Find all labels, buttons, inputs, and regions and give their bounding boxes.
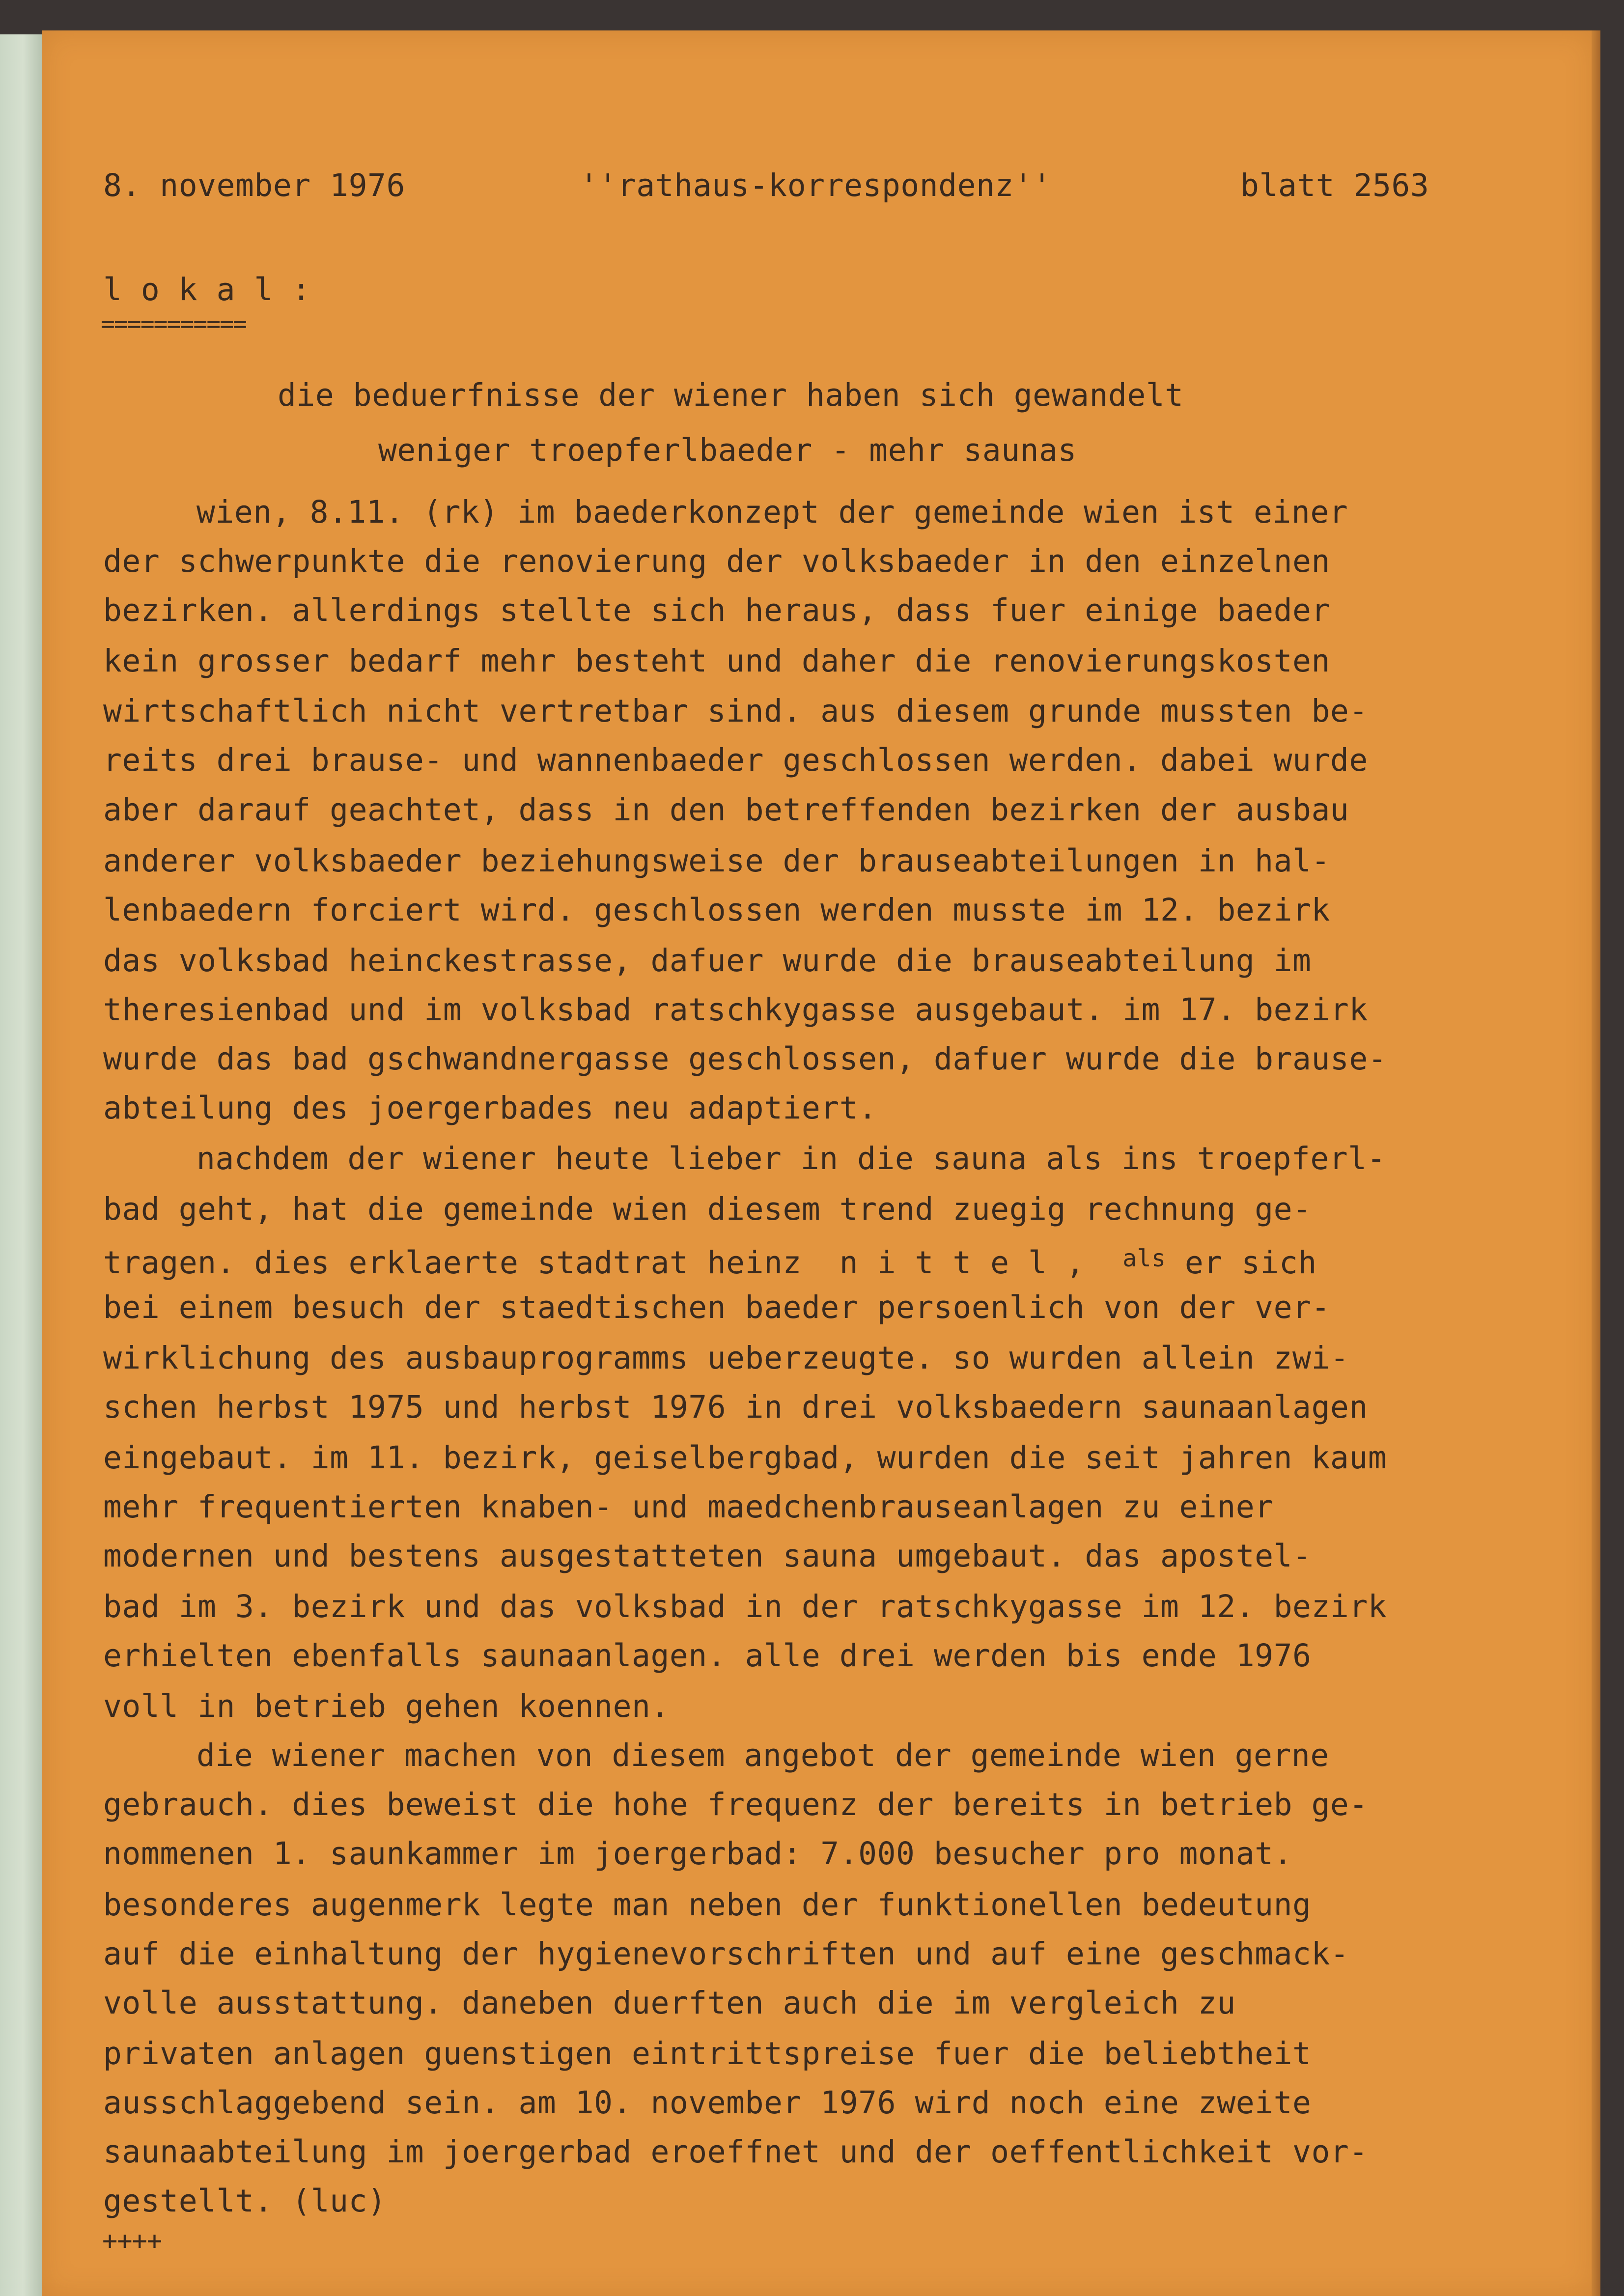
body-line: auf die einhaltung der hygienevorschriften und auf eine geschmack- <box>103 1936 1349 1972</box>
body-line-continuation: er sich <box>1184 1245 1317 1281</box>
body-line: eingebaut. im 11. bezirk, geiselbergbad, wurden die seit jahren kaum <box>103 1440 1387 1476</box>
body-line: wien, 8.11. (rk) im baederkonzept der gemeinde wien ist einer <box>196 494 1348 530</box>
body-line: das volksbad heinckestrasse, dafuer wurde die brauseabteilung im <box>103 943 1312 979</box>
body-line: abteilung des joergerbades neu adaptiert. <box>103 1090 877 1126</box>
body-line: erhielten ebenfalls saunaanlagen. alle drei werden bis ende 1976 <box>103 1638 1312 1674</box>
body-line: bad geht, hat die gemeinde wien diesem trend zuegig rechnung ge- <box>103 1191 1312 1227</box>
end-mark: ++++ <box>102 2226 162 2256</box>
body-line: wirtschaftlich nicht vertretbar sind. aus diesem grunde mussten be- <box>103 693 1368 729</box>
body-line: gestellt. (luc) <box>103 2183 387 2219</box>
body-line: nachdem der wiener heute lieber in die sauna als ins troepferl- <box>196 1141 1386 1176</box>
body-line: die wiener machen von diesem angebot der gemeinde wien gerne <box>196 1737 1329 1773</box>
body-line: mehr frequentierten knaben- und maedchenbrauseanlagen zu einer <box>103 1489 1274 1525</box>
body-line: anderer volksbaeder beziehungsweise der brauseabteilungen in hal- <box>103 843 1330 879</box>
body-line: kein grosser bedarf mehr besteht und daher die renovierungskosten <box>103 643 1330 679</box>
inserted-word-als: als <box>1122 1245 1166 1272</box>
body-line: lenbaedern forciert wird. geschlossen werden musste im 12. bezirk <box>103 892 1330 928</box>
body-line: volle ausstattung. daneben duerften auch die im vergleich zu <box>103 1985 1236 2021</box>
body-line: theresienbad und im volksbad ratschkygasse ausgebaut. im 17. bezirk <box>103 992 1368 1028</box>
body-line: der schwerpunkte die renovierung der volksbaeder in den einzelnen <box>103 543 1330 579</box>
body-line: besonderes augenmerk legte man neben der funktionellen bedeutung <box>103 1887 1312 1923</box>
body-line: gebrauch. dies beweist die hohe frequenz der bereits in betrieb ge- <box>103 1787 1368 1822</box>
binding-strip <box>0 34 42 2296</box>
section-underline: =========== <box>101 310 246 338</box>
body-line: saunaabteilung im joergerbad eroeffnet und der oeffentlichkeit vor- <box>103 2134 1368 2170</box>
body-line: ausschlaggebend sein. am 10. november 1976 wird noch eine zweite <box>103 2085 1312 2121</box>
body-line: bad im 3. bezirk und das volksbad in der ratschkygasse im 12. bezirk <box>103 1589 1387 1624</box>
body-line: aber darauf geachtet, dass in den betreffenden bezirken der ausbau <box>103 792 1349 828</box>
body-line: wirklichung des ausbauprogramms ueberzeugte. so wurden allein zwi- <box>103 1340 1349 1376</box>
body-line: reits drei brause- und wannenbaeder geschlossen werden. dabei wurde <box>103 742 1368 778</box>
section-label: l o k a l : <box>103 272 311 308</box>
headline-line-1: die beduerfnisse der wiener haben sich gewandelt <box>278 377 1184 413</box>
page-edge <box>1592 30 1600 2296</box>
body-line: wurde das bad gschwandnergasse geschlossen, dafuer wurde die brause- <box>103 1041 1387 1077</box>
body-line: nommenen 1. saunkammer im joergerbad: 7.000 besucher pro monat. <box>103 1836 1293 1872</box>
body-line: modernen und bestens ausgestatteten sauna umgebaut. das apostel- <box>103 1538 1312 1574</box>
body-line-text: tragen. dies erklaerte stadtrat heinz n i t t e l , <box>103 1245 1085 1281</box>
body-line: schen herbst 1975 und herbst 1976 in drei volksbaedern saunaanlagen <box>103 1389 1368 1425</box>
header-sheet-number: blatt 2563 <box>1240 168 1429 203</box>
body-line: privaten anlagen guenstigen eintrittspreise fuer die beliebtheit <box>103 2036 1312 2072</box>
header-publication: ''rathaus-korrespondenz'' <box>580 168 1052 203</box>
header-date: 8. november 1976 <box>103 168 405 203</box>
body-line: bezirken. allerdings stellte sich heraus, dass fuer einige baeder <box>103 592 1330 628</box>
headline-line-2: weniger troepferlbaeder - mehr saunas <box>378 432 1077 468</box>
body-line: bei einem besuch der staedtischen baeder persoenlich von der ver- <box>103 1289 1330 1325</box>
body-line <box>103 1239 1317 1283</box>
body-line: voll in betrieb gehen koennen. <box>103 1688 670 1724</box>
